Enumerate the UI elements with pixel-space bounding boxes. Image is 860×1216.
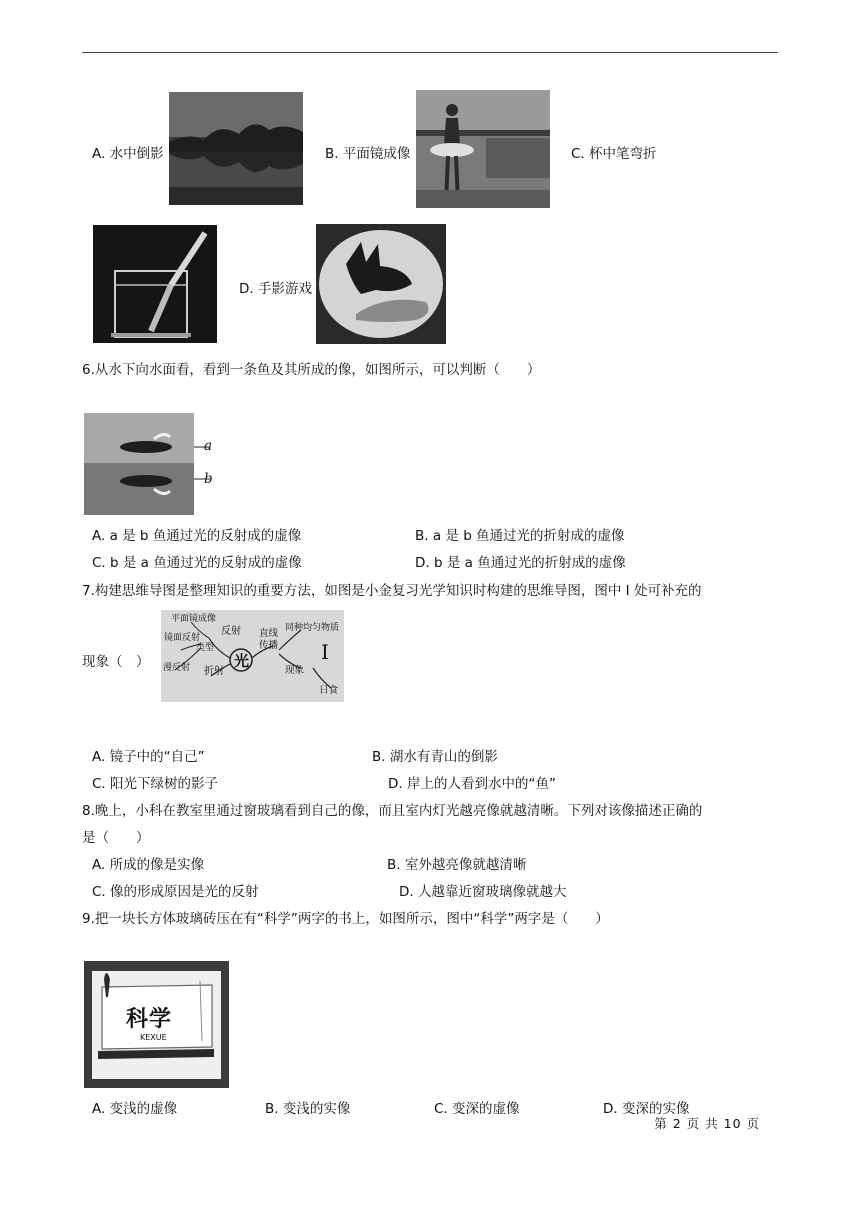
q7-option-c[interactable]: C. 阳光下绿树的影子 — [92, 776, 219, 792]
glass-brick-kexue-pinyin: KEXUE — [140, 1033, 167, 1042]
q7-stem-line1: 7.构建思维导图是整理知识的重要方法，如图是小金复习光学知识时构建的思维导图，图中 Ⅰ 处可补充的 — [82, 583, 702, 599]
q9-option-b[interactable]: B. 变浅的实像 — [265, 1101, 351, 1117]
hand-shadow-photo — [316, 224, 446, 344]
q8-option-a[interactable]: A. 所成的像是实像 — [92, 857, 205, 873]
page-number-footer: 第 2 页 共 10 页 — [654, 1116, 760, 1131]
glass-brick-kexue-text: 科学 — [126, 1007, 173, 1032]
header-rule — [82, 52, 778, 53]
mindmap-eclipse: 日食 — [319, 685, 339, 696]
q7-option-a[interactable]: A. 镜子中的“自己” — [92, 749, 205, 765]
mindmap-roman-one: Ⅰ — [321, 640, 329, 664]
fish-underwater-photo — [84, 413, 194, 515]
mindmap-type: 类型 — [196, 643, 215, 653]
q6-option-a[interactable]: A. a 是 b 鱼通过光的反射成的虚像 — [92, 528, 302, 544]
q8-option-c[interactable]: C. 像的形成原因是光的反射 — [92, 884, 259, 900]
mindmap-specular: 镜面反射 — [164, 633, 201, 643]
q7-option-b[interactable]: B. 湖水有青山的倒影 — [372, 749, 498, 765]
q7-stem-line2: 现象（ ） — [82, 654, 150, 670]
optics-mindmap — [161, 610, 344, 702]
q8-stem-line1: 8.晚上，小科在教室里通过窗玻璃看到自己的像，而且室内灯光越亮像就越清晰。下列对该像描述正确的 — [82, 803, 703, 819]
bent-pen-photo — [93, 225, 217, 343]
glass-brick-photo — [84, 961, 229, 1088]
q9-option-c[interactable]: C. 变深的虚像 — [434, 1101, 520, 1117]
fish-label-a: a — [204, 438, 213, 454]
q9-option-a[interactable]: A. 变浅的虚像 — [92, 1101, 178, 1117]
q5-option-b[interactable]: B. 平面镜成像 — [325, 146, 411, 162]
fish-label-b: b — [204, 471, 213, 487]
q6-stem: 6.从水下向水面看，看到一条鱼及其所成的像，如图所示，可以判断（ ） — [82, 362, 541, 378]
q8-stem-line2: 是（ ） — [82, 830, 150, 846]
q6-option-d[interactable]: D. b 是 a 鱼通过光的折射成的虚像 — [415, 555, 626, 571]
q5-option-d[interactable]: D. 手影游戏 — [239, 281, 312, 297]
mindmap-center-light: 光 — [234, 652, 250, 670]
mirror-dancer-photo — [416, 90, 550, 208]
q5-option-c[interactable]: C. 杯中笔弯折 — [571, 146, 657, 162]
q8-option-b[interactable]: B. 室外越亮像就越清晰 — [387, 857, 527, 873]
q9-option-d[interactable]: D. 变深的实像 — [603, 1101, 690, 1117]
mindmap-refraction: 折射 — [204, 666, 224, 677]
q7-option-d[interactable]: D. 岸上的人看到水中的“鱼” — [388, 776, 556, 792]
q8-option-d[interactable]: D. 人越靠近窗玻璃像就越大 — [399, 884, 567, 900]
mindmap-uniform-medium: 同种均匀物质 — [285, 623, 340, 633]
mindmap-mirror-image: 平面镜成像 — [171, 614, 217, 624]
q6-option-b[interactable]: B. a 是 b 鱼通过光的折射成的虚像 — [415, 528, 625, 544]
mindmap-reflection: 反射 — [221, 626, 241, 637]
mindmap-phenomenon: 现象 — [285, 665, 305, 676]
q6-option-c[interactable]: C. b 是 a 鱼通过光的反射成的虚像 — [92, 555, 302, 571]
q5-option-a[interactable]: A. 水中倒影 — [92, 146, 164, 162]
water-reflection-photo — [169, 92, 303, 205]
q9-stem: 9.把一块长方体玻璃砖压在有“科学”两字的书上，如图所示，图中“科学”两字是（ ） — [82, 911, 609, 927]
mindmap-diffuse: 漫反射 — [163, 663, 191, 673]
mindmap-straight-line: 直线传播 — [259, 628, 279, 651]
